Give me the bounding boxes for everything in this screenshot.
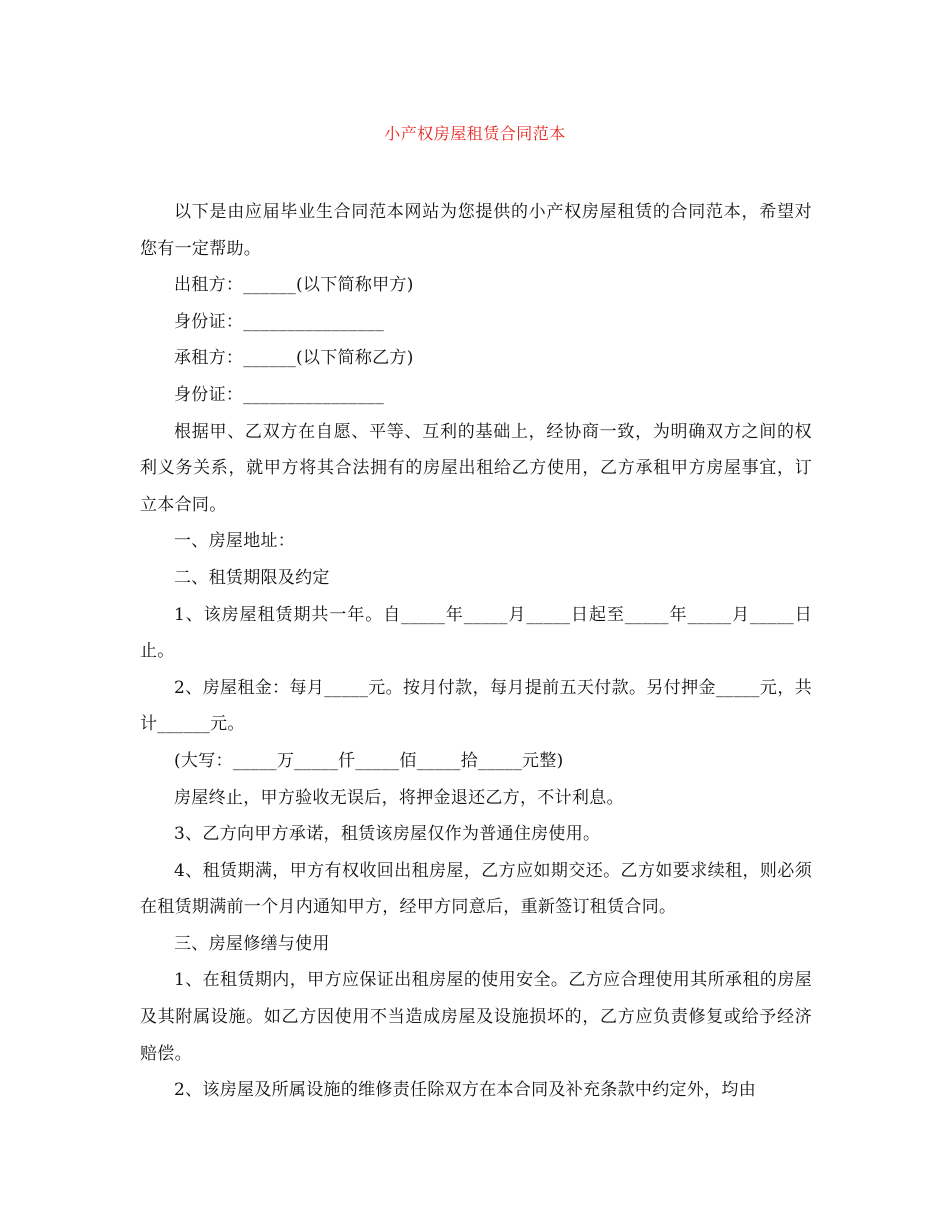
clause-deposit-return: 房屋终止，甲方验收无误后，将押金退还乙方，不计利息。	[174, 787, 624, 808]
lessor-id-line: 身份证：________________	[174, 311, 384, 332]
section-heading-repair: 三、房屋修缮与使用	[174, 933, 330, 954]
clause-usage: 3、乙方向甲方承诺，租赁该房屋仅作为普通住房使用。	[174, 824, 601, 845]
clause-maintenance: 2、该房屋及所属设施的维修责任除双方在本合同及补充条款中约定外，均由	[174, 1080, 757, 1101]
preamble-paragraph: 根据甲、乙双方在自愿、平等、互利的基础上，经协商一致，为明确双方之间的权利义务关系，就甲方将其合法拥有的房屋出租给乙方使用，乙方承租甲方房屋事宜，订立本合同。	[140, 421, 812, 515]
document-body	[140, 194, 812, 1109]
document-title: 小产权房屋租赁合同范本	[384, 124, 566, 143]
clause-safety: 1、在租赁期内，甲方应保证出租房屋的使用安全。乙方应合理使用其所承租的房屋及其附属设施。如乙方因使用不当造成房屋及设施损坏的，乙方应负责修复或给予经济赔偿。	[140, 970, 812, 1064]
intro-paragraph: 以下是由应届毕业生合同范本网站为您提供的小产权房屋租赁的合同范本，希望对您有一定帮助。	[140, 202, 812, 259]
lessor-line: 出租方：______(以下简称甲方)	[174, 275, 414, 296]
clause-renewal: 4、租赁期满，甲方有权收回出租房屋，乙方应如期交还。乙方如要求续租，则必须在租赁期满前一个月内通知甲方，经甲方同意后，重新签订租赁合同。	[140, 860, 812, 918]
lessee-line: 承租方：______(以下简称乙方)	[174, 348, 414, 369]
clause-term: 1、该房屋租赁期共一年。自_____年_____月_____日起至_____年_____月_____日止。	[140, 604, 812, 662]
clause-rent: 2、房屋租金：每月_____元。按月付款，每月提前五天付款。另付押金_____元，共计______元。	[140, 677, 812, 735]
lessee-id-line: 身份证：________________	[174, 384, 384, 405]
clause-rent-capital: (大写：_____万_____仟_____佰_____拾_____元整)	[174, 750, 564, 771]
section-heading-address: 一、房屋地址：	[174, 531, 296, 552]
section-heading-term: 二、租赁期限及约定	[174, 567, 330, 588]
